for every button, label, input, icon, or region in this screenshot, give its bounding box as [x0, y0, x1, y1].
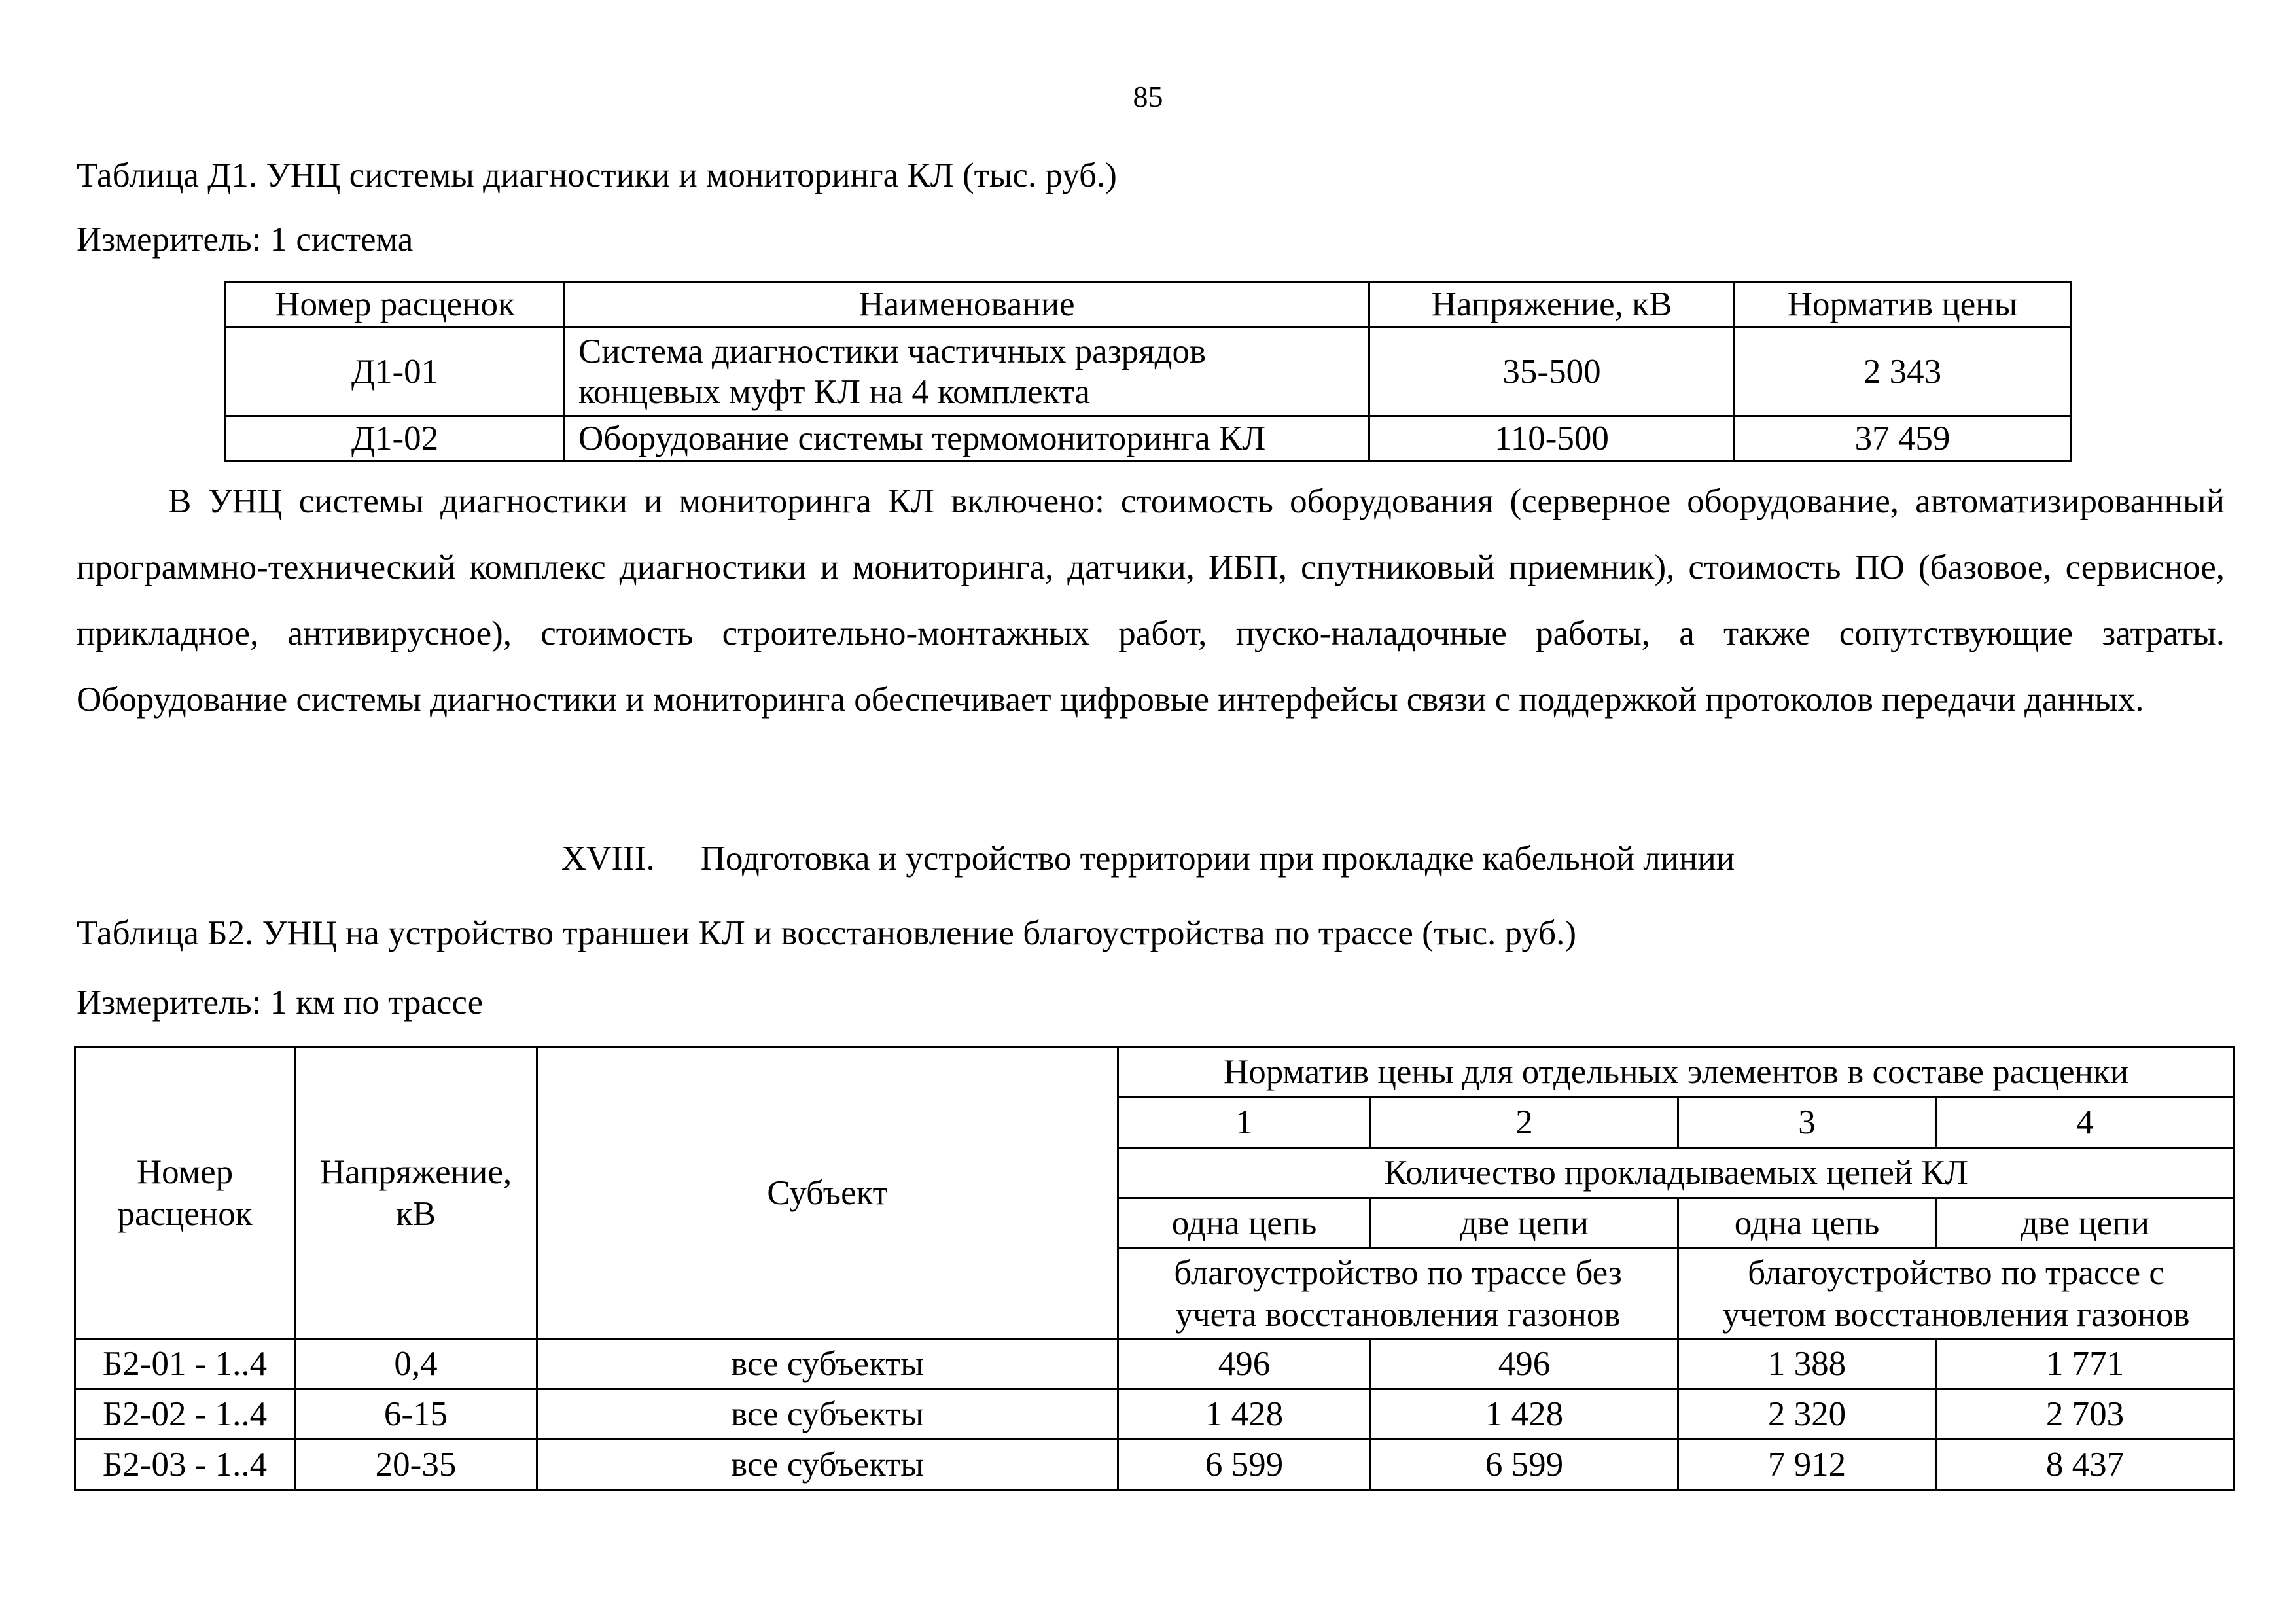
page-number: 85 [1133, 80, 1163, 113]
table1-header-row [226, 282, 2071, 327]
table1-voltage: 35-500 [1369, 327, 1735, 416]
table2-value: 496 [1118, 1339, 1371, 1389]
table2-subject: все субъекты [537, 1339, 1118, 1389]
table1-code: Д1-02 [226, 416, 565, 461]
table2-subject: все субъекты [537, 1389, 1118, 1440]
table2-value: 6 599 [1118, 1440, 1371, 1490]
table2-value: 6 599 [1371, 1440, 1678, 1490]
table1-voltage: 110-500 [1369, 416, 1735, 461]
table2-value: 1 388 [1678, 1339, 1936, 1389]
table2-code: Б2-03 - 1..4 [75, 1440, 295, 1490]
table-row [226, 416, 2071, 461]
description-paragraph [77, 469, 2225, 733]
table2-circuits: две цепи [1936, 1198, 2234, 1249]
table1-name: Система диагностики частичных разрядов концевых муфт КЛ на 4 комплекта [565, 327, 1369, 416]
table2-circuits: одна цепь [1118, 1198, 1371, 1249]
table1-header-name: Наименование [565, 282, 1369, 327]
table1-caption: Таблица Д1. УНЦ системы диагностики и мониторинга КЛ (тыс. руб.) [77, 156, 1117, 194]
table2 [74, 1046, 2235, 1491]
table2-value: 1 428 [1371, 1389, 1678, 1440]
table1-price: 37 459 [1735, 416, 2071, 461]
table2-element-number: 3 [1678, 1097, 1936, 1148]
table2-value: 1 428 [1118, 1389, 1371, 1440]
table2-landscaping: благоустройство по трассе без учета восстановления газонов [1118, 1249, 1678, 1339]
table1-code: Д1-01 [226, 327, 565, 416]
table2-header-code: Номер расценок [75, 1047, 295, 1339]
table2-code: Б2-01 - 1..4 [75, 1339, 295, 1389]
table1-name: Оборудование системы термомониторинга КЛ [565, 416, 1369, 461]
table2-value: 2 703 [1936, 1389, 2234, 1440]
table2-subject: все субъекты [537, 1440, 1118, 1490]
table2-circuits: одна цепь [1678, 1198, 1936, 1249]
section-number: XVIII. [561, 840, 655, 878]
table2-voltage: 20-35 [295, 1440, 537, 1490]
section-title: Подготовка и устройство территории при прокладке кабельной линии [700, 840, 1735, 878]
table1-price: 2 343 [1735, 327, 2071, 416]
table2-element-number: 1 [1118, 1097, 1371, 1148]
table2-voltage: 0,4 [295, 1339, 537, 1389]
table-row [75, 1440, 2234, 1490]
section-heading [0, 832, 2296, 885]
table2-header-voltage: Напряжение, кВ [295, 1047, 537, 1339]
table1-header-voltage: Напряжение, кВ [1369, 282, 1735, 327]
table1 [224, 281, 2072, 462]
table2-value: 1 771 [1936, 1339, 2234, 1389]
table2-value: 2 320 [1678, 1389, 1936, 1440]
table2-header-circuits: Количество прокладываемых цепей КЛ [1118, 1148, 2234, 1198]
table2-element-number: 4 [1936, 1097, 2234, 1148]
table-row [226, 327, 2071, 416]
table2-value: 496 [1371, 1339, 1678, 1389]
table2-unit: Измеритель: 1 км по трассе [77, 984, 484, 1022]
table-row [75, 1339, 2234, 1389]
table2-circuits: две цепи [1371, 1198, 1678, 1249]
table2-header-group: Норматив цены для отдельных элементов в составе расценки [1118, 1047, 2234, 1097]
paragraph-text: В УНЦ системы диагностики и мониторинга КЛ включено: стоимость оборудования (серверное оборудование, автоматизированный программно-технический комплекс диагностики и мониторинга, датчики, ИБП, спутниковый приемник), стоимость ПО (базовое, сервисное, прикладное, антивирусное), стоимость строительно-монтажных работ, пуско-наладочные работы, а также сопутствующие затраты. Оборудование системы диагностики и мониторинга обеспечивает цифровые интерфейсы связи с поддержкой протоколов передачи данных. [77, 482, 2225, 719]
table2-voltage: 6-15 [295, 1389, 537, 1440]
table2-value: 8 437 [1936, 1440, 2234, 1490]
table2-value: 7 912 [1678, 1440, 1936, 1490]
table2-element-number: 2 [1371, 1097, 1678, 1148]
table1-header-code: Номер расценок [226, 282, 565, 327]
table2-code: Б2-02 - 1..4 [75, 1389, 295, 1440]
table1-unit: Измеритель: 1 система [77, 221, 414, 259]
table1-header-price: Норматив цены [1735, 282, 2071, 327]
table2-header-subject: Субъект [537, 1047, 1118, 1339]
table2-landscaping: благоустройство по трассе с учетом восстановления газонов [1678, 1249, 2234, 1339]
table2-caption: Таблица Б2. УНЦ на устройство траншеи КЛ и восстановление благоустройства по трассе (тыс. руб.) [77, 914, 1577, 952]
table-row [75, 1389, 2234, 1440]
table2-header-row-1 [75, 1047, 2234, 1097]
